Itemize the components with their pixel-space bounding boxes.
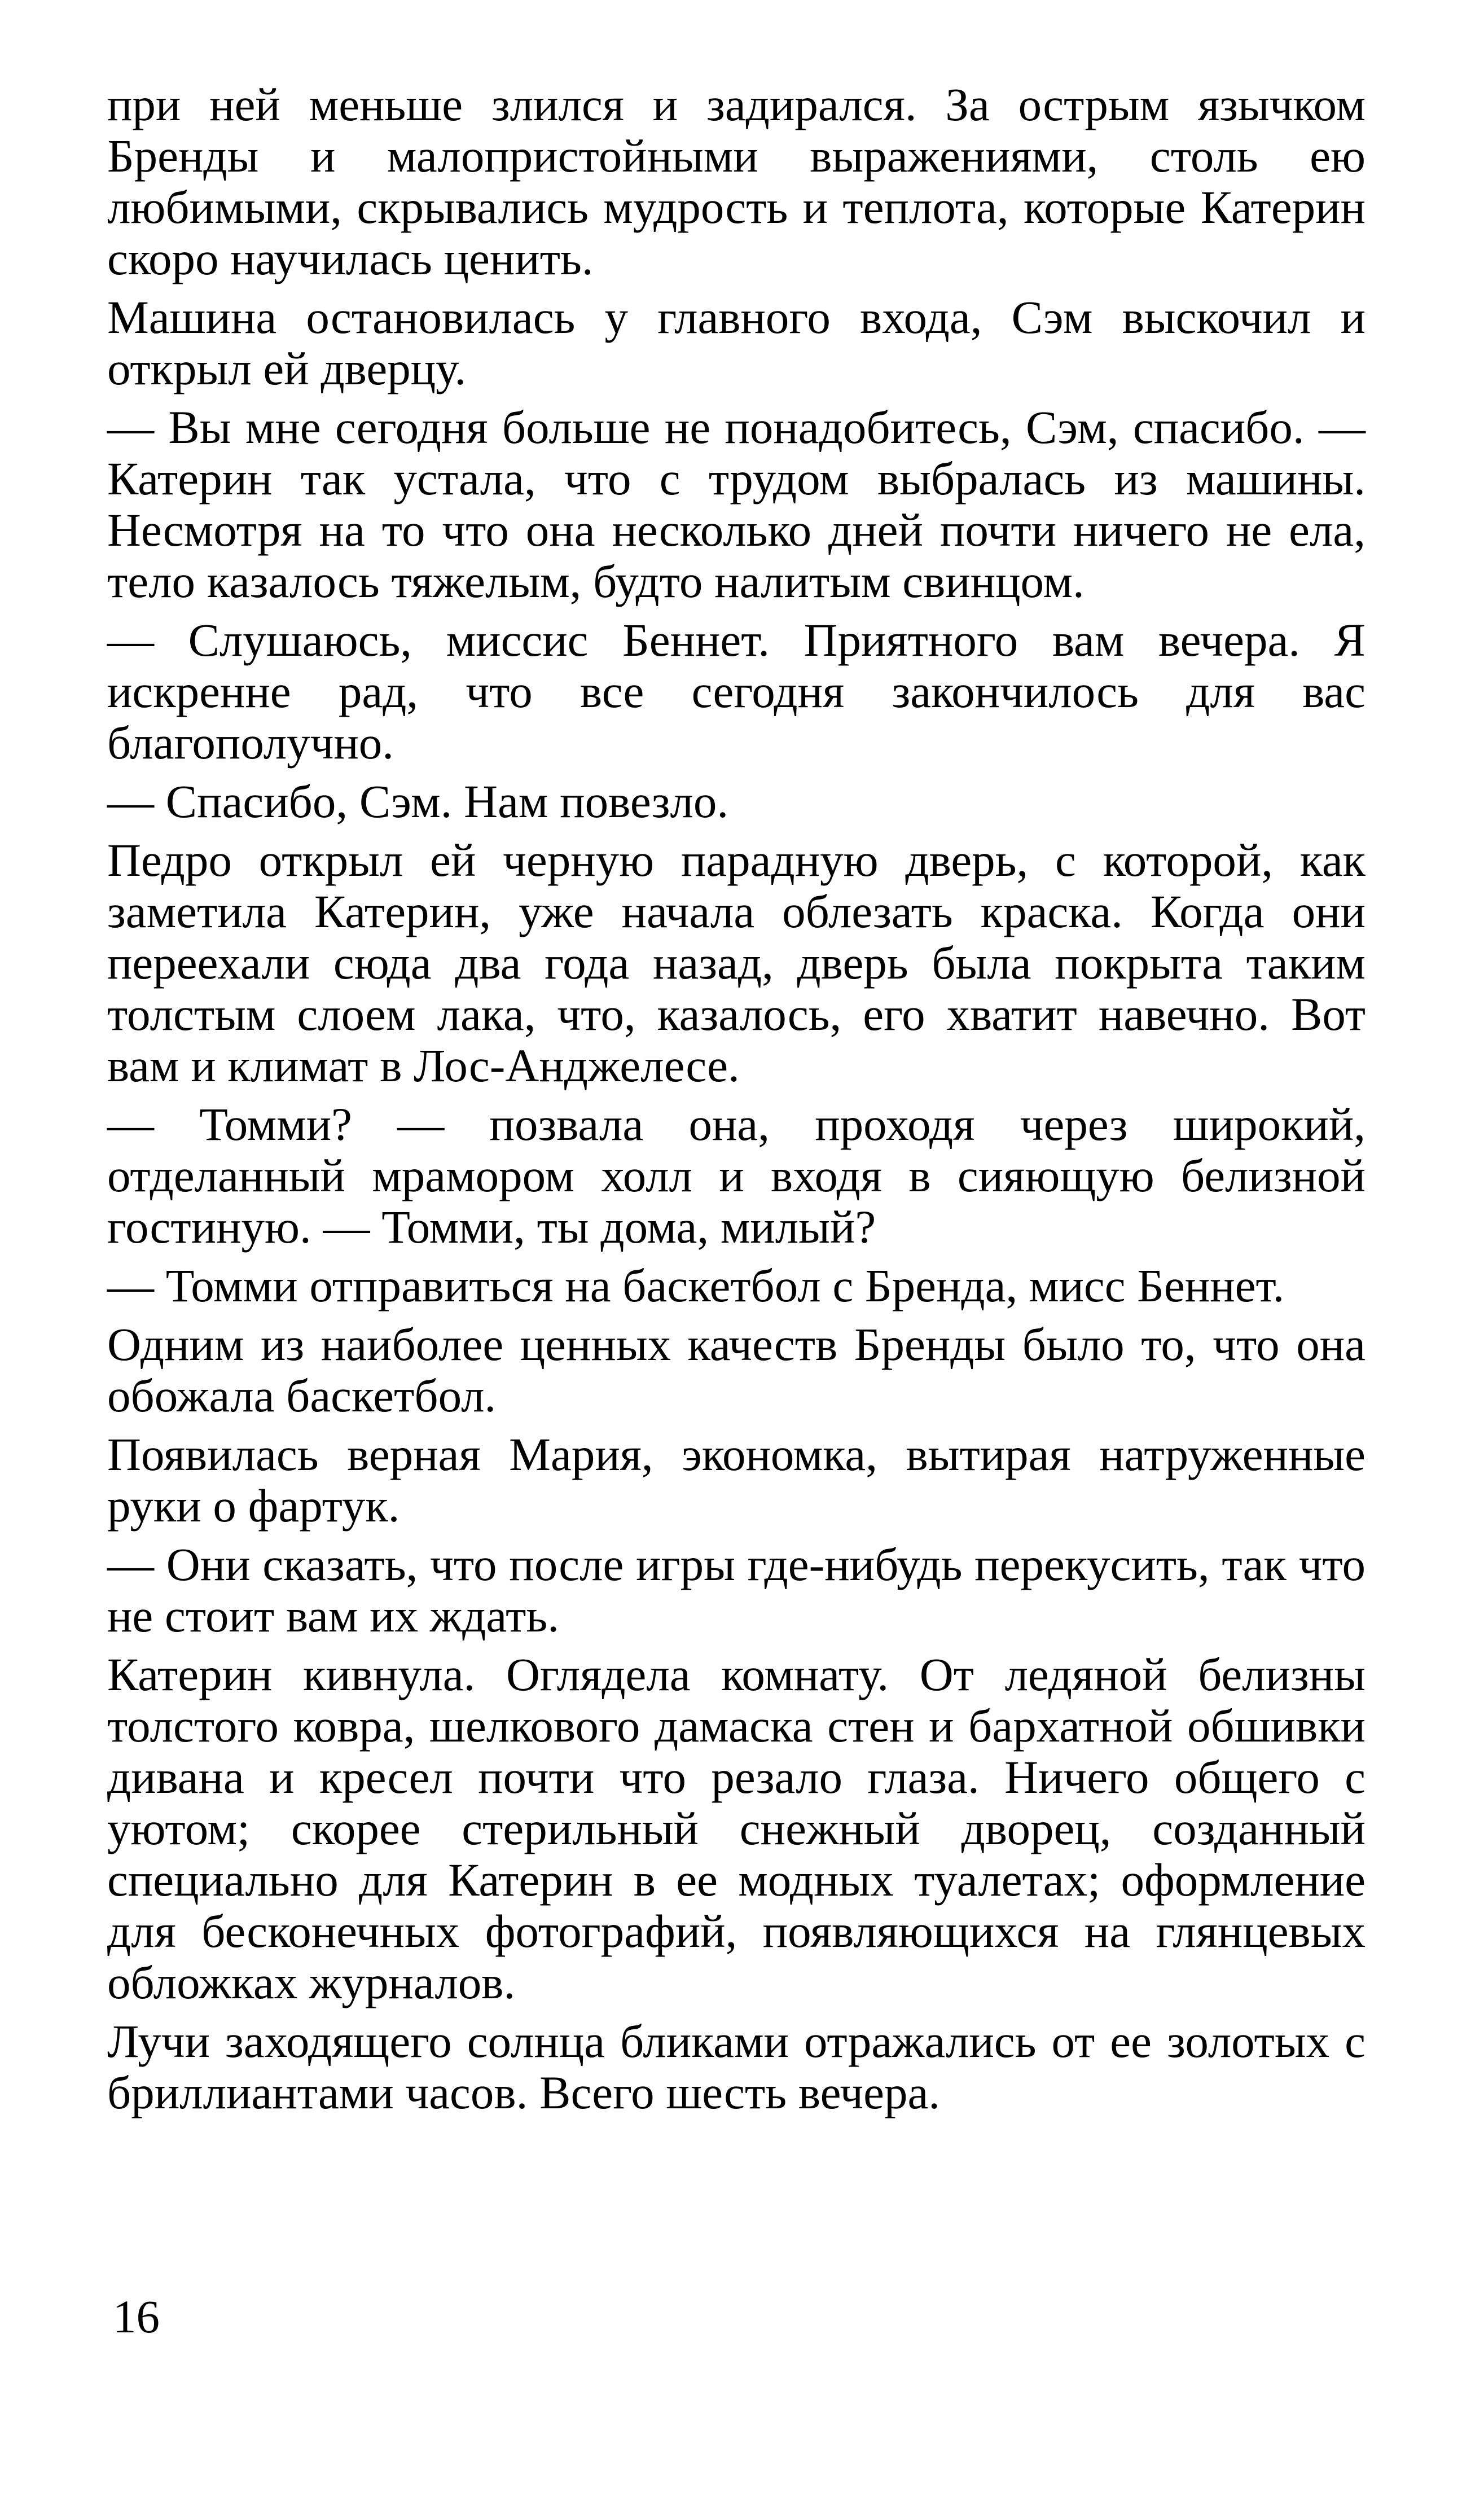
paragraph-7: — Томми? — позвала она, проходя через широкий, отделанный мрамором холл и входя в сияющую белизной гостиную. — Томми, ты дома, милый? bbox=[107, 1098, 1366, 1253]
paragraph-9: Одним из наиболее ценных качеств Бренды было то, что она обожала баскетбол. bbox=[107, 1318, 1366, 1422]
paragraph-6: Педро открыл ей черную парадную дверь, с которой, как заметила Катерин, уже начала облезать краска. Когда они переехали сюда два года назад, дверь была покрыта таким толстым слоем лака, что, казалось, его хватит навечно. Вот вам и климат в Лос-Анджелесе. bbox=[107, 834, 1366, 1091]
paragraph-5: — Спасибо, Сэм. Нам повезло. bbox=[107, 775, 729, 827]
paragraph-12: Катерин кивнула. Оглядела комнату. От ледяной белизны толстого ковра, шелкового дамаска стен и бархатной обшивки дивана и кресел почти что резало глаза. Ничего общего с уютом; скорее стерильный снежный дворец, созданный специально для Катерин в ее модных туалетах; оформление для бесконечных фотографий, появляющихся на глянцевых обложках журналов. bbox=[107, 1648, 1366, 2008]
paragraph-13: Лучи заходящего солнца бликами отражались от ее золотых с бриллиантами часов. Всего шесть вечера. bbox=[107, 2015, 1366, 2118]
paragraph-8: — Томми отправиться на баскетбол с Бренда, мисс Беннет. bbox=[107, 1260, 1285, 1311]
paragraph-3: — Вы мне сегодня больше не понадобитесь, Сэм, спасибо. — Катерин так устала, что с трудом выбралась из машины. Несмотря на то что она несколько дней почти ничего не ела, тело казалось тяжелым, будто налитым свинцом. bbox=[107, 401, 1366, 607]
page-number: 16 bbox=[113, 2291, 160, 2343]
paragraph-1: при ней меньше злился и задирался. За острым язычком Бренды и малопристойными выражениями, столь ею любимыми, скрывались мудрость и теплота, которые Катерин скоро научилась ценить. bbox=[107, 78, 1366, 284]
paragraph-2: Машина остановилась у главного входа, Сэм выскочил и открыл ей дверцу. bbox=[107, 291, 1366, 394]
page-text bbox=[107, 79, 1366, 2421]
paragraph-4: — Слушаюсь, миссис Беннет. Приятного вам вечера. Я искренне рад, что все сегодня закончилось для вас благополучно. bbox=[107, 614, 1366, 769]
paragraph-11: — Они сказать, что после игры где-нибудь перекусить, так что не стоит вам их ждать. bbox=[107, 1538, 1366, 1642]
paragraph-10: Появилась верная Мария, экономка, вытирая натруженные руки о фартук. bbox=[107, 1428, 1366, 1532]
